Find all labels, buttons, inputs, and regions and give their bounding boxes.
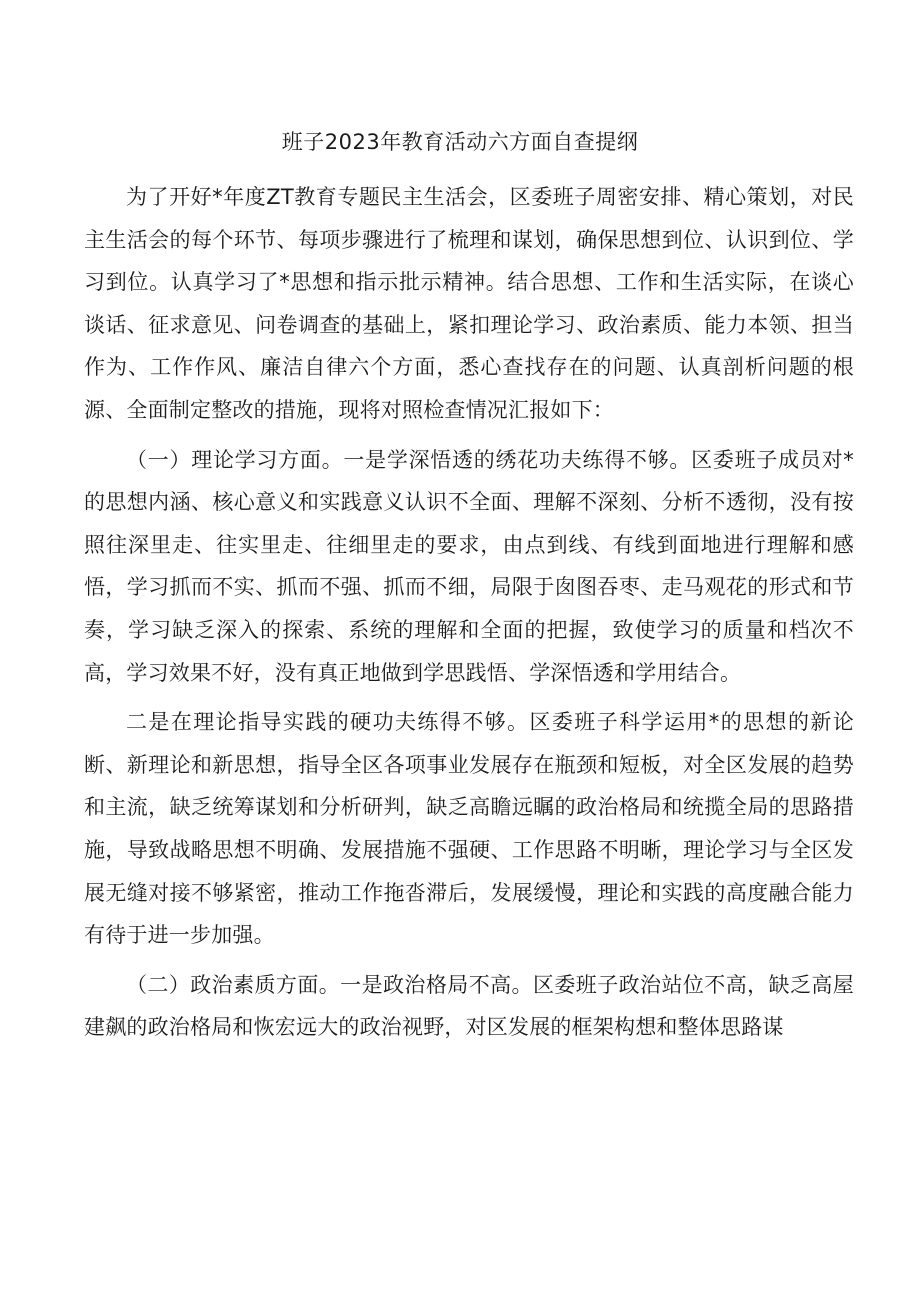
- document-body: [84, 176, 854, 1049]
- paragraph-intro: 为了开好*年度ZT教育专题民主生活会，区委班子周密安排、精心策划，对民主生活会的每个环节、每项步骤进行了梳理和谋划，确保思想到位、认识到位、学习到位。认真学习了*思想和指示批示精神。结合思想、工作和生活实际，在谈心谈话、征求意见、问卷调查的基础上，紧扣理论学习、政治素质、能力本领、担当作为、工作作风、廉洁自律六个方面，悉心查找存在的问题、认真剖析问题的根源、全面制定整改的措施，现将对照检查情况汇报如下：: [84, 185, 854, 422]
- paragraph-theory-practice: 二是在理论指导实践的硬功夫练得不够。区委班子科学运用*的思想的新论断、新理论和新思想，指导全区各项事业发展存在瓶颈和短板，对全区发展的趋势和主流，缺乏统筹谋划和分析研判，缺乏高瞻远瞩的政治格局和统揽全局的思路措施，导致战略思想不明确、发展措施不强硬、工作思路不明晰，理论学习与全区发展无缝对接不够紧密，推动工作拖沓滞后，发展缓慢，理论和实践的高度融合能力有待于进一步加强。: [84, 710, 854, 948]
- paragraph-political-quality: （二）政治素质方面。一是政治格局不高。区委班子政治站位不高，缺乏高屋建飙的政治格局和恢宏远大的政治视野，对区发展的框架构想和整体思路谋: [84, 972, 854, 1040]
- paragraph-theory-study: （一）理论学习方面。一是学深悟透的绣花功夫练得不够。区委班子成员对*的思想内涵、核心意义和实践意义认识不全面、理解不深刻、分析不透彻，没有按照往深里走、往实里走、往细里走的要求，由点到线、有线到面地进行理解和感悟，学习抓而不实、抓而不强、抓而不细，局限于囱图吞枣、走马观花的形式和节奏，学习缺乏深入的探索、系统的理解和全面的把握，致使学习的质量和档次不高，学习效果不好，没有真正地做到学思践悟、学深悟透和学用结合。: [84, 447, 854, 685]
- document-title: 班子2023年教育活动六方面自查提纲: [281, 130, 639, 154]
